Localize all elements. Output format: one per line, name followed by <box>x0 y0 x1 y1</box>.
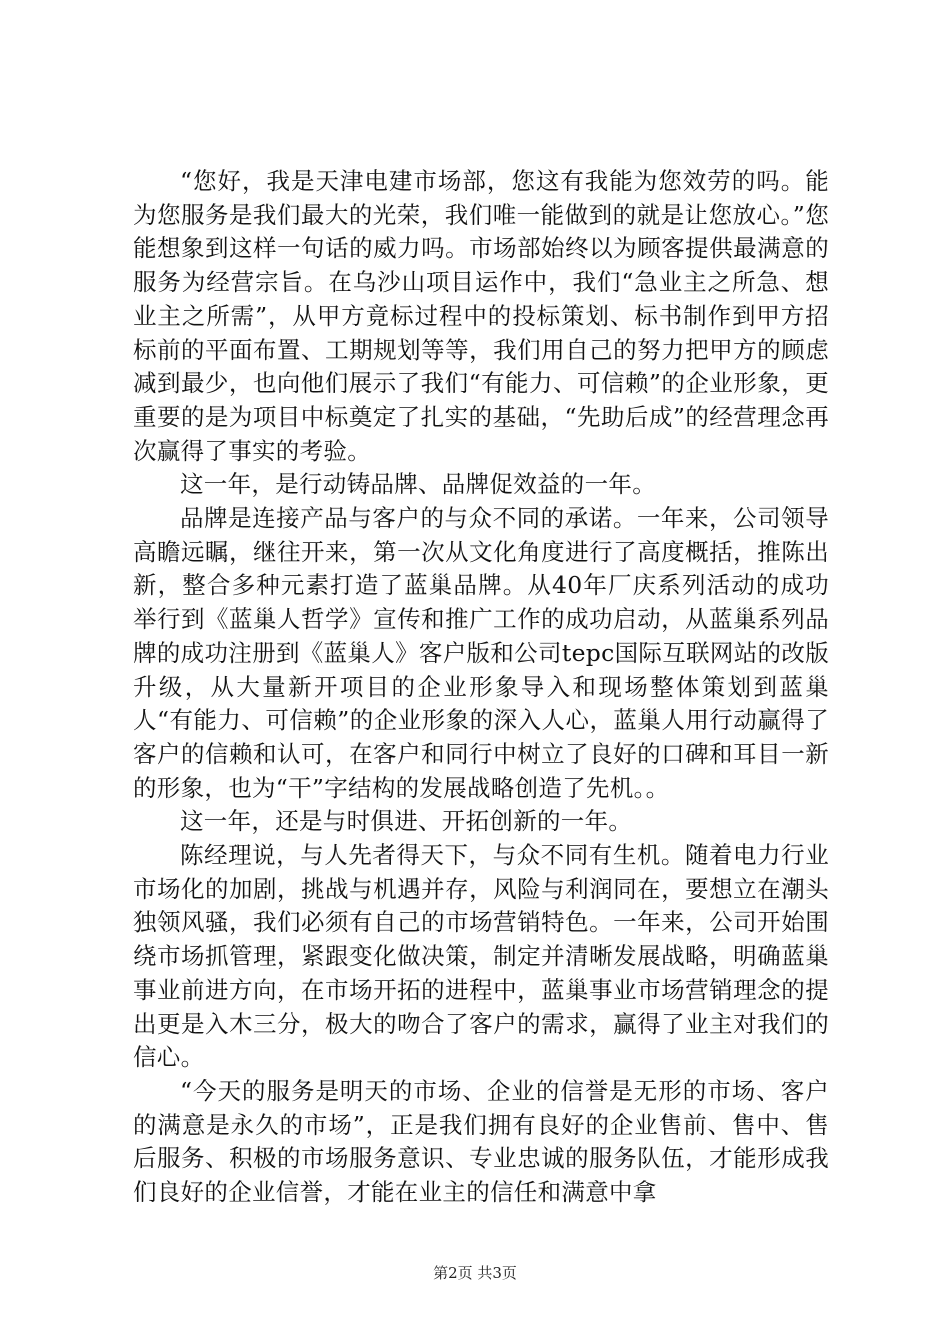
paragraph: 这一年，是行动铸品牌、品牌促效益的一年。 <box>180 470 656 499</box>
paragraph: 陈经理说，与人先者得天下，与众不同有生机。随着电力行业市场化的加剧，挑战与机遇并存，风险与利润同在，要想立在潮头独领风骚，我们必须有自己的市场营销特色。一年来，公司开始围绕市场抓管理，紧跟变化做决策，制定并清晰发展战略，明确蓝巢事业前进方向，在市场开拓的进程中，蓝巢事业市场营销理念的提出更是入木三分，极大的吻合了客户的需求，赢得了业主对我们的信心。 <box>133 841 829 1072</box>
paragraph: “今天的服务是明天的市场、企业的信誉是无形的市场、客户的满意是永久的市场”，正是我们拥有良好的企业售前、售中、售后服务、积极的市场服务意识、专业忠诚的服务队伍，才能形成我们良好的企业信誉，才能在业主的信任和满意中拿 <box>133 1076 829 1207</box>
paragraph: “您好，我是天津电建市场部，您这有我能为您效劳的吗。能为您服务是我们最大的光荣，我们唯一能做到的就是让您放心。”您能想象到这样一句话的威力吗。市场部始终以为顾客提供最满意的服务为经营宗旨。在乌沙山项目运作中，我们“急业主之所急、想业主之所需”，从甲方竟标过程中的投标策划、标书制作到甲方招标前的平面布置、工期规划等等，我们用自己的努力把甲方的顾虑减到最少，也向他们展示了我们“有能力、可信赖”的企业形象，更重要的是为项目中标奠定了扎实的基础，“先助后成”的经营理念再次赢得了事实的考验。 <box>133 167 829 465</box>
paragraph: 品牌是连接产品与客户的与众不同的承诺。一年来，公司领导高瞻远瞩，继往开来，第一次从文化角度进行了高度概括，推陈出新，整合多种元素打造了蓝巢品牌。从40年厂庆系列活动的成功举行到《蓝巢人哲学》宣传和推广工作的成功启动，从蓝巢系列品牌的成功注册到《蓝巢人》客户版和公司tepc国际互联网站的改版升级，从大量新开项目的企业形象导入和现场整体策划到蓝巢人“有能力、可信赖”的企业形象的深入人心，蓝巢人用行动赢得了客户的信赖和认可，在客户和同行中树立了良好的口碑和耳目一新的形象，也为“干”字结构的发展战略创造了先机。。 <box>133 504 829 802</box>
page-number-footer: 第2页 共3页 <box>433 1264 517 1282</box>
paragraph: 这一年，还是与时俱进、开拓创新的一年。 <box>180 807 633 836</box>
document-body <box>133 165 829 1210</box>
